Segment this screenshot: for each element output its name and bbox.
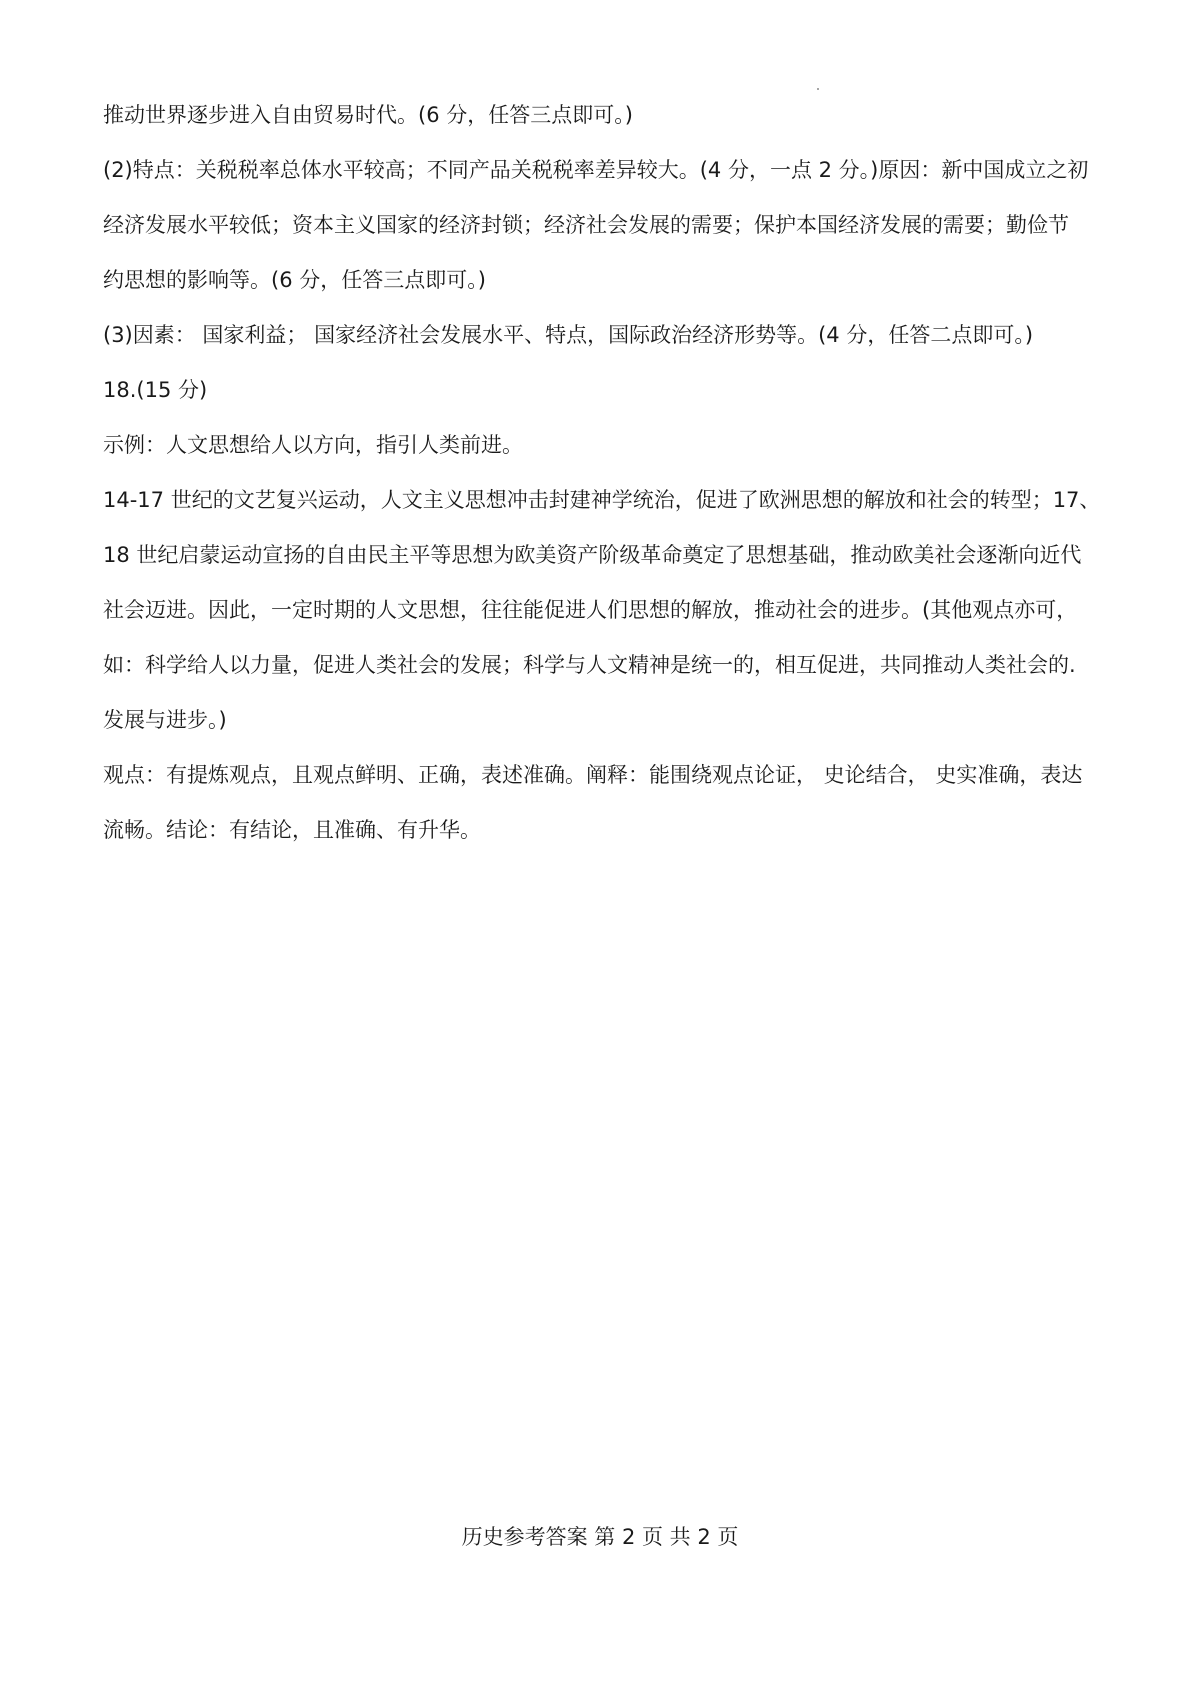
- answer-line: 18 世纪启蒙运动宣扬的自由民主平等思想为欧美资产阶级革命奠定了思想基础，推动欧美社会逐渐向近代: [103, 543, 1082, 567]
- answer-line: (3)因素： 国家利益； 国家经济社会发展水平、特点，国际政治经济形势等。(4 分，任答二点即可。): [103, 323, 1034, 347]
- answer-line: 14-17 世纪的文艺复兴运动，人文主义思想冲击封建神学统治，促进了欧洲思想的解放和社会的转型；17、: [103, 488, 1101, 512]
- scoring-criteria-line: 观点：有提炼观点，且观点鲜明、正确，表述准确。阐释：能围绕观点论证， 史论结合， 史实准确，表达: [103, 763, 1083, 787]
- scoring-criteria-line: 流畅。结论：有结论，且准确、有升华。: [103, 818, 481, 842]
- answer-line: 示例：人文思想给人以方向，指引人类前进。: [103, 433, 523, 457]
- page-footer: 历史参考答案 第 2 页 共 2 页: [461, 1525, 739, 1549]
- answer-line: 如：科学给人以力量，促进人类社会的发展；科学与人文精神是统一的，相互促进，共同推动人类社会的.: [103, 653, 1076, 677]
- answer-line: 社会迈进。因此，一定时期的人文思想，往往能促进人们思想的解放，推动社会的进步。(其他观点亦可，: [103, 598, 1078, 622]
- answer-line: 约思想的影响等。(6 分，任答三点即可。): [103, 268, 486, 292]
- answer-line: 发展与进步。): [103, 708, 227, 732]
- answer-text-body: [103, 96, 1123, 866]
- answer-line: 推动世界逐步进入自由贸易时代。(6 分，任答三点即可。): [103, 103, 633, 127]
- answer-line: 经济发展水平较低；资本主义国家的经济封锁；经济社会发展的需要；保护本国经济发展的需要；勤俭节: [103, 213, 1069, 237]
- answer-line: (2)特点：关税税率总体水平较高；不同产品关税税率差异较大。(4 分，一点 2 分。)原因：新中国成立之初: [103, 158, 1089, 182]
- question-heading: 18.(15 分): [103, 378, 208, 402]
- scan-speck: [817, 88, 819, 90]
